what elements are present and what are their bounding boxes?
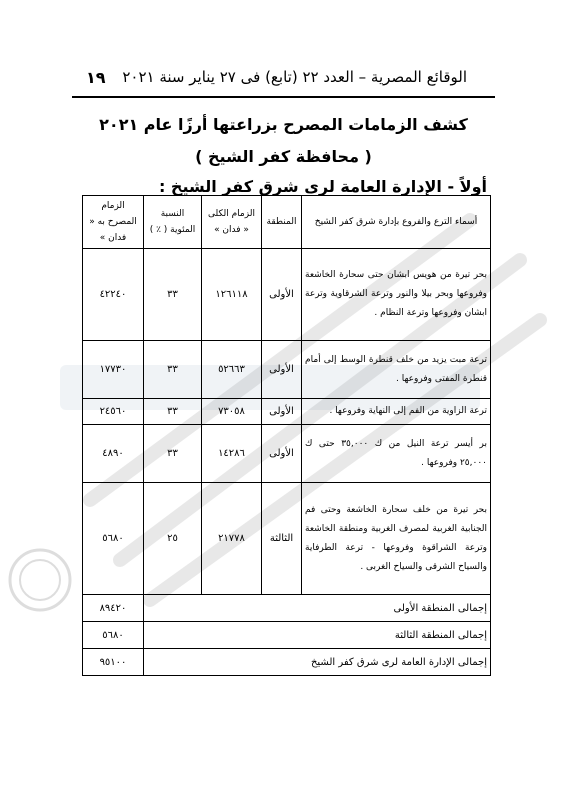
permitted-cell: ٤٨٩٠ bbox=[83, 425, 144, 483]
table-row bbox=[83, 341, 491, 399]
region-cell: الأولى bbox=[262, 399, 302, 425]
table-row bbox=[83, 483, 491, 595]
rice-area-table bbox=[82, 195, 491, 676]
header-canal: أسماء الترع والفروع بإدارة شرق كفر الشيخ bbox=[302, 196, 491, 249]
canal-name: بحر تيرة من خلف سحارة الخاشعة وحتى فم الجنابية الغربية لمصرف الغربية ومنطقة الخاشعة وترعة الشراقوة وفروعها - ترعة الطرفاية والسياح الشرقى والسياح الغربى . bbox=[302, 483, 491, 595]
total-row bbox=[83, 622, 491, 649]
total-value: ٨٩٤٢٠ bbox=[83, 595, 144, 622]
total-row bbox=[83, 649, 491, 676]
document-subtitle: ( محافظة كفر الشيخ ) bbox=[195, 147, 372, 166]
section-heading: أولاً - الإدارة العامة لرى شرق كفر الشيخ : bbox=[158, 177, 487, 196]
percent-cell: ٣٣ bbox=[144, 399, 202, 425]
permitted-cell: ٥٦٨٠ bbox=[83, 483, 144, 595]
table-row bbox=[83, 399, 491, 425]
header-region: المنطقة bbox=[262, 196, 302, 249]
region-cell: الأولى bbox=[262, 425, 302, 483]
percent-cell: ٣٣ bbox=[144, 341, 202, 399]
canal-name: بر أيسر ترعة النيل من ك ٣٥,٠٠٠ حتى ك ٢٥,٠٠٠ وفروعها . bbox=[302, 425, 491, 483]
table-header-row bbox=[83, 196, 491, 249]
header-divider bbox=[72, 96, 495, 98]
document-title: كشف الزمامات المصرح بزراعتها أرزًا عام ٢٠٢١ bbox=[99, 115, 468, 134]
total-value: ٩٥١٠٠ bbox=[83, 649, 144, 676]
header-percent: النسبة المئوية ( ٪ ) bbox=[144, 196, 202, 249]
percent-cell: ٢٥ bbox=[144, 483, 202, 595]
permitted-cell: ١٧٧٣٠ bbox=[83, 341, 144, 399]
permitted-cell: ٤٢٢٤٠ bbox=[83, 249, 144, 341]
percent-cell: ٣٣ bbox=[144, 425, 202, 483]
table-row bbox=[83, 249, 491, 341]
region-cell: الثالثة bbox=[262, 483, 302, 595]
running-header: الوقائع المصرية – العدد ٢٢ (تابع) فى ٢٧ يناير سنة ٢٠٢١ bbox=[122, 68, 467, 86]
header-permitted: الزمام المصرح به « فدان » bbox=[83, 196, 144, 249]
total-label: إجمالى الإدارة العامة لرى شرق كفر الشيخ bbox=[144, 649, 491, 676]
region-cell: الأولى bbox=[262, 249, 302, 341]
table-row bbox=[83, 425, 491, 483]
total-area-cell: ٧٣٠٥٨ bbox=[202, 399, 262, 425]
total-area-cell: ٢١٧٧٨ bbox=[202, 483, 262, 595]
header-total-area: الزمام الكلى « فدان » bbox=[202, 196, 262, 249]
percent-cell: ٣٣ bbox=[144, 249, 202, 341]
total-area-cell: ١٤٢٨٦ bbox=[202, 425, 262, 483]
total-area-cell: ٥٢٦٦٣ bbox=[202, 341, 262, 399]
canal-name: ترعة مبت يزيد من خلف قنطرة الوسط إلى أمام قنطرة المفتى وفروعها . bbox=[302, 341, 491, 399]
canal-name: ترعة الزاوية من الفم إلى النهاية وفروعها . bbox=[302, 399, 491, 425]
canal-name: بحر تيرة من هويس ابشان حتى سحارة الخاشعة وفروعها وبحر بيلا والنور وترعة الشرقاوية وترعة ابشان وفروعها وترعة النظام . bbox=[302, 249, 491, 341]
total-label: إجمالى المنطقة الثالثة bbox=[144, 622, 491, 649]
region-cell: الأولى bbox=[262, 341, 302, 399]
page-number: ١٩ bbox=[86, 68, 106, 87]
total-value: ٥٦٨٠ bbox=[83, 622, 144, 649]
total-row bbox=[83, 595, 491, 622]
total-label: إجمالى المنطقة الأولى bbox=[144, 595, 491, 622]
permitted-cell: ٢٤٥٦٠ bbox=[83, 399, 144, 425]
total-area-cell: ١٢٦١١٨ bbox=[202, 249, 262, 341]
